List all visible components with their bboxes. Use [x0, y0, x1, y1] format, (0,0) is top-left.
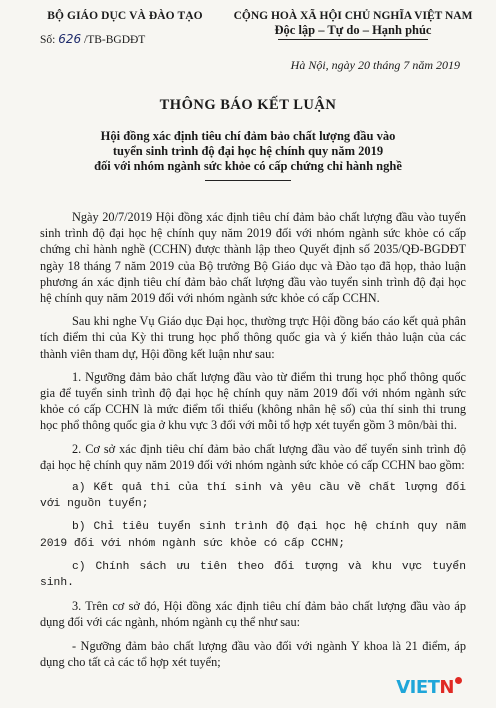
document-title: THÔNG BÁO KẾT LUẬN [159, 97, 337, 113]
date-line: Hà Nội, ngày 20 tháng 7 năm 2019 [290, 58, 460, 72]
body-paragraph: Ngày 20/7/2019 Hội đồng xác định tiêu chí đảm bảo chất lượng đầu vào tuyển sinh trình độ đại học hệ chính quy năm 2019 đối với nhóm ngành sức khỏe có cấp chứng chỉ hành nghề (CCHN) được thành lập theo Quyết định số 2035/QĐ-BGDĐT ngày 18 tháng 7 năm 2019 của Bộ trưởng Bộ Giáo dục và Đào tạo đã họp, thảo luận phương án xác định tiêu chí đảm bảo chất lượng đầu vào tuyển sinh trình độ đại học hệ chính quy năm 2019 đối với nhóm ngành sức khỏe có cấp CCHN. [40, 210, 466, 306]
body-paragraph: c) Chính sách ưu tiên theo đối tượng và khu vực tuyển sinh. [40, 560, 466, 590]
subtitle-line: đối với nhóm ngành sức khỏe có cấp chứng chỉ hành nghề [94, 159, 402, 173]
number-value: 626 [58, 32, 82, 46]
body-paragraph: - Ngưỡng đảm bảo chất lượng đầu vào đối với ngành Y khoa là 21 điểm, áp dụng cho tất cả các tổ hợp xét tuyển; [40, 638, 466, 669]
watermark-dot-icon [455, 677, 462, 684]
subtitle-line: tuyển sinh trình độ đại học hệ chính quy năm 2019 [112, 144, 384, 158]
document-body [40, 209, 466, 677]
body-paragraph: 2. Cơ sở xác định tiêu chí đảm bảo chất lượng đầu vào để tuyển sinh trình độ đại học hệ chính quy năm 2019 đối với nhóm ngành sức khỏe có cấp CCHN bao gồm: [40, 441, 466, 472]
document-subtitle [60, 129, 436, 174]
header-right [220, 10, 486, 40]
motto: Độc lập – Tự do – Hạnh phúc [274, 23, 432, 37]
body-paragraph: Sau khi nghe Vụ Giáo dục Đại học, thường trực Hội đồng báo cáo kết quả phân tích điểm thi của Kỳ thi trung học phổ thông quốc gia và ý kiến thảo luận của các thành viên tham dự, Hội đồng kết luận như sau: [40, 314, 466, 361]
number-suffix: /TB-BGDĐT [84, 34, 146, 46]
watermark-text-part2: N [439, 677, 454, 698]
motto-underline [278, 39, 428, 40]
nation-name: CỘNG HOÀ XÃ HỘI CHỦ NGHĨA VIỆT NAM [233, 10, 473, 22]
watermark-logo [396, 677, 462, 698]
body-paragraph: 3. Trên cơ sở đó, Hội đồng xác định tiêu chí đảm bảo chất lượng đầu vào áp dụng đối với các ngành, nhóm ngành cụ thể như sau: [40, 599, 466, 630]
body-paragraph: b) Chỉ tiêu tuyển sinh trình độ đại học hệ chính quy năm 2019 đối với nhóm ngành sức khỏe có cấp CCHN; [40, 521, 466, 550]
document-number [30, 32, 220, 46]
subtitle-rule [205, 180, 291, 181]
subtitle-line: Hội đồng xác định tiêu chí đảm bảo chất lượng đầu vào [100, 129, 396, 143]
number-label: Số: [40, 34, 56, 46]
header-left [30, 10, 220, 46]
body-paragraph: 1. Ngưỡng đảm bảo chất lượng đầu vào từ điểm thi trung học phổ thông quốc gia để tuyển sinh trình độ đại học hệ chính quy năm 2019 đối với nhóm ngành sức khỏe có cấp CCHN là mức điểm tối thiểu (không nhân hệ số) của thí sinh thi trung học phổ thông quốc gia ở khu vực 3 đối với mỗi tổ hợp xét tuyển gồm 3 môn/bài thi. [40, 369, 466, 433]
body-paragraph: a) Kết quả thi của thí sinh và yêu cầu về chất lượng đối với nguồn tuyển; [40, 482, 466, 511]
agency-name: BỘ GIÁO DỤC VÀ ĐÀO TẠO [47, 10, 203, 22]
watermark-text-part1: VIET [396, 677, 440, 698]
